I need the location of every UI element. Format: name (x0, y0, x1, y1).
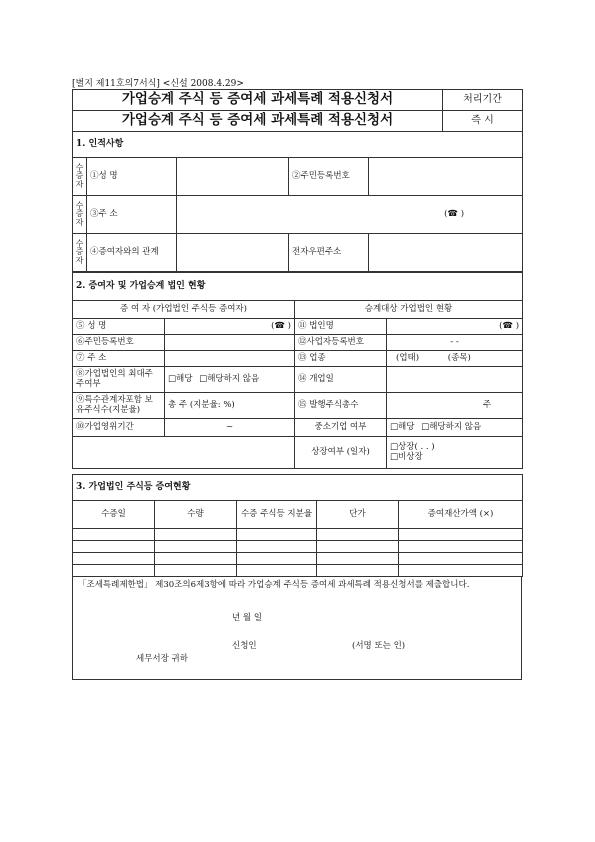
major-holder-yes[interactable]: □해당 (168, 373, 193, 384)
cell[interactable] (73, 553, 155, 565)
address-label: ③주 소 (87, 196, 177, 234)
listed-label: 상장여부 (일자) (295, 437, 387, 469)
declaration-text: 「조세특례제한법」 제30조의6제3항에 따라 가업승계 주식등 증여세 과세특례 적용신청서를 제출합니다. (78, 580, 470, 590)
cell[interactable] (399, 529, 523, 541)
cell[interactable] (237, 565, 317, 577)
shares-value: 총 주 (지분율: %) (168, 399, 235, 410)
relation-label: ④증여자와의 관계 (87, 234, 177, 272)
cell[interactable] (237, 553, 317, 565)
period-label: ⑩가업영위기간 (73, 419, 165, 437)
cell[interactable] (317, 529, 399, 541)
signature-label: (서명 또는 인) (352, 641, 406, 651)
form-caption: [별지 제11호의7서식] <신설 2008.4.29> (72, 79, 244, 89)
table-row (73, 565, 523, 577)
recipient-side-label: 수증자 (73, 234, 87, 272)
open-date-field[interactable] (387, 367, 523, 393)
donor-name-field[interactable] (165, 319, 295, 335)
open-date-label: ⑭ 개업일 (295, 367, 387, 393)
corp-name-field[interactable] (387, 319, 523, 335)
section1-heading: 1. 인적사항 (73, 132, 523, 158)
corp-phone: (☎ ) (499, 320, 520, 331)
sme-yes[interactable]: □해당 (390, 421, 415, 432)
listed-yes[interactable]: □상장( . . ) (390, 441, 435, 452)
cell[interactable] (155, 541, 237, 553)
donor-rrn-field[interactable] (165, 335, 295, 351)
corp-name-label: ⑪ 법인명 (295, 319, 387, 335)
form-title-repeat: 가업승계 주식 등 증여세 과세특례 적용신청서 (73, 111, 443, 132)
col-value: 증여재산가액 (×) (399, 501, 523, 529)
processing-label: 처리기간 (443, 90, 523, 111)
industry-label: ⑬ 업종 (295, 351, 387, 367)
cell[interactable] (317, 553, 399, 565)
title-table (72, 89, 523, 132)
cell[interactable] (237, 529, 317, 541)
relation-field[interactable] (177, 234, 289, 272)
rrn-label: ②주민등록번호 (289, 158, 369, 196)
period-value: ~ (225, 421, 234, 432)
col-date: 수증일 (73, 501, 155, 529)
period-field[interactable] (165, 419, 295, 437)
recipient-office: 세무서장 귀하 (136, 654, 188, 664)
listed-field[interactable] (387, 437, 523, 469)
col-unit-price: 단가 (317, 501, 399, 529)
section2-heading: 2. 증여자 및 가업승계 법인 현황 (73, 273, 523, 301)
issued-field[interactable] (387, 393, 523, 419)
phone-text: (☎ ) (444, 208, 465, 219)
donor-address-label: ⑦ 주 소 (73, 351, 165, 367)
industry-type: (업태) (396, 352, 420, 363)
shares-field[interactable] (165, 393, 295, 419)
email-label: 전자우편주소 (289, 234, 369, 272)
major-holder-label: ⑧가업법인의 최대주주여부 (73, 367, 165, 393)
sme-label: 중소기업 여부 (295, 419, 387, 437)
major-holder-no[interactable]: □해당하지 않음 (199, 373, 260, 384)
section3-table (72, 474, 523, 577)
industry-item: (종목) (447, 352, 471, 363)
cell[interactable] (237, 541, 317, 553)
cell[interactable] (73, 529, 155, 541)
section2-table (72, 272, 523, 469)
recipient-side-label: 수증자 (73, 196, 87, 234)
issued-unit: 주 (482, 399, 492, 410)
cell[interactable] (73, 541, 155, 553)
major-holder-field[interactable] (165, 367, 295, 393)
address-field[interactable] (177, 196, 523, 234)
email-field[interactable] (369, 234, 523, 272)
sme-no[interactable]: □해당하지 않음 (421, 421, 482, 432)
corp-header: 승계대상 가업법인 현황 (295, 301, 523, 319)
name-label: ①성 명 (87, 158, 177, 196)
sme-field[interactable] (387, 419, 523, 437)
cell[interactable] (399, 553, 523, 565)
cell[interactable] (399, 565, 523, 577)
name-field[interactable] (177, 158, 289, 196)
processing-value: 즉 시 (443, 111, 523, 132)
shares-label: ⑨특수관계자포함 보유주식수(지분율) (73, 393, 165, 419)
form-title: 가업승계 주식 등 증여세 과세특례 적용신청서 (73, 90, 443, 111)
listed-no[interactable]: □비상장 (390, 451, 423, 462)
donor-header: 증 여 자 (가업법인 주식등 증여자) (73, 301, 295, 319)
biz-no-field[interactable] (387, 335, 523, 351)
cell[interactable] (399, 541, 523, 553)
biz-no-blank: - - (450, 336, 459, 347)
cell[interactable] (317, 541, 399, 553)
recipient-side-label: 수증자 (73, 158, 87, 196)
table-row (73, 529, 523, 541)
date-line: 년 월 일 (232, 613, 263, 623)
cell[interactable] (155, 565, 237, 577)
blank-cell (73, 437, 295, 469)
donor-rrn-label: ⑥주민등록번호 (73, 335, 165, 351)
applicant-label: 신청인 (232, 641, 257, 651)
donor-phone: (☎ ) (271, 320, 291, 331)
donor-address-field[interactable] (165, 351, 295, 367)
biz-no-label: ⑫사업자등록번호 (295, 335, 387, 351)
cell[interactable] (317, 565, 399, 577)
col-share-ratio: 수증 주식등 지분율 (237, 501, 317, 529)
issued-label: ⑮ 발행주식총수 (295, 393, 387, 419)
col-quantity: 수량 (155, 501, 237, 529)
section3-heading: 3. 가업법인 주식등 증여현황 (73, 475, 523, 501)
section1-table (72, 131, 523, 272)
donor-name-label: ⑤ 성 명 (73, 319, 165, 335)
table-row (73, 541, 523, 553)
table-row (73, 553, 523, 565)
cell[interactable] (73, 565, 155, 577)
cell[interactable] (155, 529, 237, 541)
rrn-field[interactable] (369, 158, 523, 196)
industry-field[interactable] (387, 351, 523, 367)
cell[interactable] (155, 553, 237, 565)
